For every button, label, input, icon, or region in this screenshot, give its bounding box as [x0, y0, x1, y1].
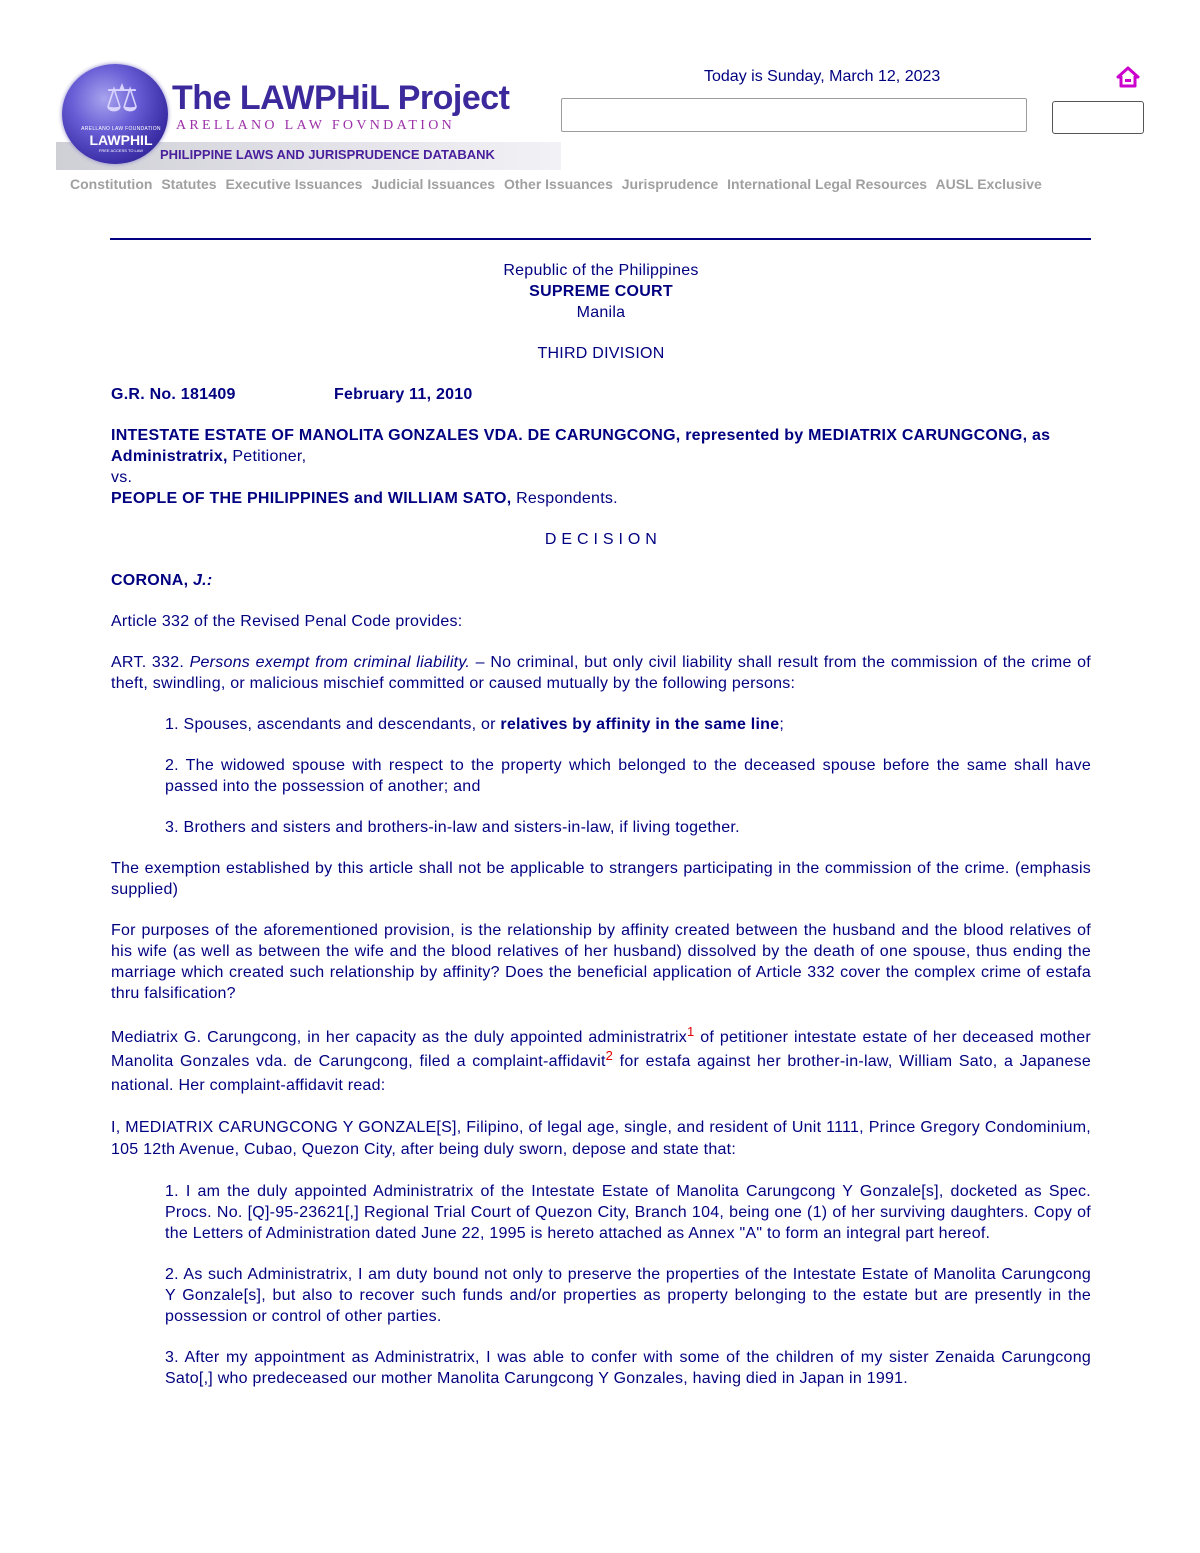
division-name: THIRD DIVISION: [537, 345, 665, 362]
article-item-2: 2. The widowed spouse with respect to the property which belonged to the deceased spouse before the same shall have passed into the possession of another; and: [165, 757, 1091, 795]
main-nav: [70, 176, 1180, 196]
nav-executive-issuances[interactable]: Executive Issuances: [225, 176, 363, 192]
search-button[interactable]: [1052, 101, 1144, 134]
decision-date: February 11, 2010: [334, 386, 473, 403]
search-input[interactable]: [561, 98, 1027, 132]
paragraph-article-intro: Article 332 of the Revised Penal Code provides:: [111, 613, 463, 630]
ponente-title: J.:: [193, 572, 213, 589]
mediatrix-text-a: Mediatrix G. Carungcong, in her capacity as the duly appointed administratrix: [111, 1029, 687, 1046]
respondent-role: Respondents.: [511, 490, 618, 507]
ponente-name: CORONA,: [111, 572, 193, 589]
respondent-line: [111, 488, 1091, 509]
nav-constitution[interactable]: Constitution: [70, 176, 153, 192]
court-city: Manila: [576, 304, 626, 321]
today-date: Today is Sunday, March 12, 2023: [704, 68, 941, 85]
lawphil-logo-banner[interactable]: [56, 60, 561, 170]
brand-title: [172, 78, 510, 118]
petitioner-name: INTESTATE ESTATE OF MANOLITA GONZALES VDA. DE CARUNGCONG, represented by MEDIATRIX CARUNGCONG, as Administratrix,: [111, 427, 1051, 465]
footnote-2-link[interactable]: 2: [605, 1048, 614, 1063]
brand-subtitle: ARELLANO LAW FOVNDATION: [176, 118, 456, 133]
affidavit-item-2: 2. As such Administratrix, I am duty bound not only to preserve the properties of the Intestate Estate of Manolita Carungcong Y Gonzale[s], but also to recover such funds and/or properties as property belonging to the estate but are presently in the possession or control of other parties.: [165, 1266, 1091, 1325]
paragraph-exemption: The exemption established by this article shall not be applicable to strangers participating in the commission of the crime. (emphasis supplied): [111, 860, 1091, 898]
nav-jurisprudence[interactable]: Jurisprudence: [621, 176, 719, 192]
article-item-1-post: ;: [779, 716, 785, 733]
paragraph-article-text: [111, 652, 1091, 694]
site-header: [0, 0, 1200, 240]
logo-arellano-text: ARELLANO LAW FOUNDATION: [81, 126, 161, 132]
article-item-1-pre: 1. Spouses, ascendants and descendants, or: [165, 716, 501, 733]
case-number-line: [111, 384, 1091, 405]
article-body: – No criminal, but only civil liability shall result from the commission of the crime of theft, swindling, or malicious mischief committed or caused mutually by the following persons:: [111, 654, 1091, 692]
article-item-3: 3. Brothers and sisters and brothers-in-law and sisters-in-law, if living together.: [165, 819, 740, 836]
article-item-1: [165, 714, 1091, 735]
petitioner-role: Petitioner,: [227, 448, 307, 465]
court-name: SUPREME COURT: [529, 283, 673, 300]
paragraph-mediatrix: [111, 1026, 1091, 1098]
article-item-1-emphasis: relatives by affinity in the same line: [500, 716, 780, 733]
decision-heading: D E C I S I O N: [544, 531, 658, 548]
logo-lawphil-text: LAWPHIL: [89, 132, 153, 148]
paragraph-affiant: I, MEDIATRIX CARUNGCONG Y GONZALE[S], Filipino, of legal age, single, and resident of Unit 1111, Prince Gregory Condominium, 105 12th Avenue, Cubao, Quezon City, after being duly sworn, depose and state that:: [111, 1119, 1091, 1158]
affidavit-item-1: 1. I am the duly appointed Administratrix of the Intestate Estate of Manolita Carungcong Y Gonzale[s], docketed as Spec. Procs. No. [Q]-95-23621[,] Regional Trial Court of Quezon City, Branch 104, being one (1) of her surviving daughters. Copy of the Letters of Administration dated June 22, 1995 is hereto attached as Annex "A" to form an integral part hereof.: [165, 1183, 1091, 1242]
gr-number: G.R. No. 181409: [111, 386, 236, 403]
paragraph-purposes: For purposes of the aforementioned provision, is the relationship by affinity created between the husband and the blood relatives of his wife (as well as between the wife and the blood relatives of her husband) dissolved by the death of one spouse, thus ending the marriage which created such relationship by affinity? Does the beneficial application of Article 332 cover the complex crime of estafa thru falsification?: [111, 922, 1091, 1002]
article-prefix: ART. 332.: [111, 654, 190, 671]
brand-band-text: PHILIPPINE LAWS AND JURISPRUDENCE DATABANK: [160, 147, 495, 162]
nav-judicial-issuances[interactable]: Judicial Issuances: [371, 176, 496, 192]
nav-statutes[interactable]: Statutes: [161, 176, 217, 192]
home-icon[interactable]: [1116, 66, 1140, 88]
logo-motto-text: FREE ACCESS TO LAW: [98, 148, 144, 153]
nav-international-legal-resources[interactable]: International Legal Resources: [727, 176, 928, 192]
mediatrix-text-c: for estafa against her brother-in-law, William Sato, a Japanese national. Her complaint-affidavit read:: [111, 1053, 1091, 1094]
brand-title-prefix: The: [172, 79, 240, 117]
nav-ausl-exclusive[interactable]: AUSL Exclusive: [935, 176, 1042, 192]
home-icon-svg: [1116, 66, 1140, 88]
header-divider: [110, 238, 1091, 240]
brand-title-name: LAWPHiL: [239, 79, 389, 117]
scales-of-justice-icon: ⚖: [104, 76, 140, 120]
republic-line: Republic of the Philippines: [503, 262, 699, 279]
respondent-name: PEOPLE OF THE PHILIPPINES and WILLIAM SATO,: [111, 490, 512, 507]
article-title: Persons exempt from criminal liability.: [189, 654, 471, 671]
brand-title-suffix: Project: [388, 79, 510, 117]
mediatrix-text-b: of petitioner intestate estate of her deceased mother Manolita Gonzales vda. de Carungcong, filed a complaint-affidavit: [111, 1029, 1091, 1070]
petitioner-line: [111, 425, 1091, 467]
versus-line: vs.: [111, 469, 133, 486]
nav-other-issuances[interactable]: Other Issuances: [503, 176, 613, 192]
lawphil-logo-emblem: [62, 64, 168, 164]
ponente-line: [111, 570, 1091, 591]
footnote-1-link[interactable]: 1: [687, 1024, 695, 1039]
decision-document: [111, 260, 1091, 1389]
affidavit-item-3: 3. After my appointment as Administratrix, I was able to confer with some of the children of my sister Zenaida Carungcong Sato[,] who predeceased our mother Manolita Carungcong Y Gonzales, having died in Japan in 1991.: [165, 1349, 1091, 1387]
